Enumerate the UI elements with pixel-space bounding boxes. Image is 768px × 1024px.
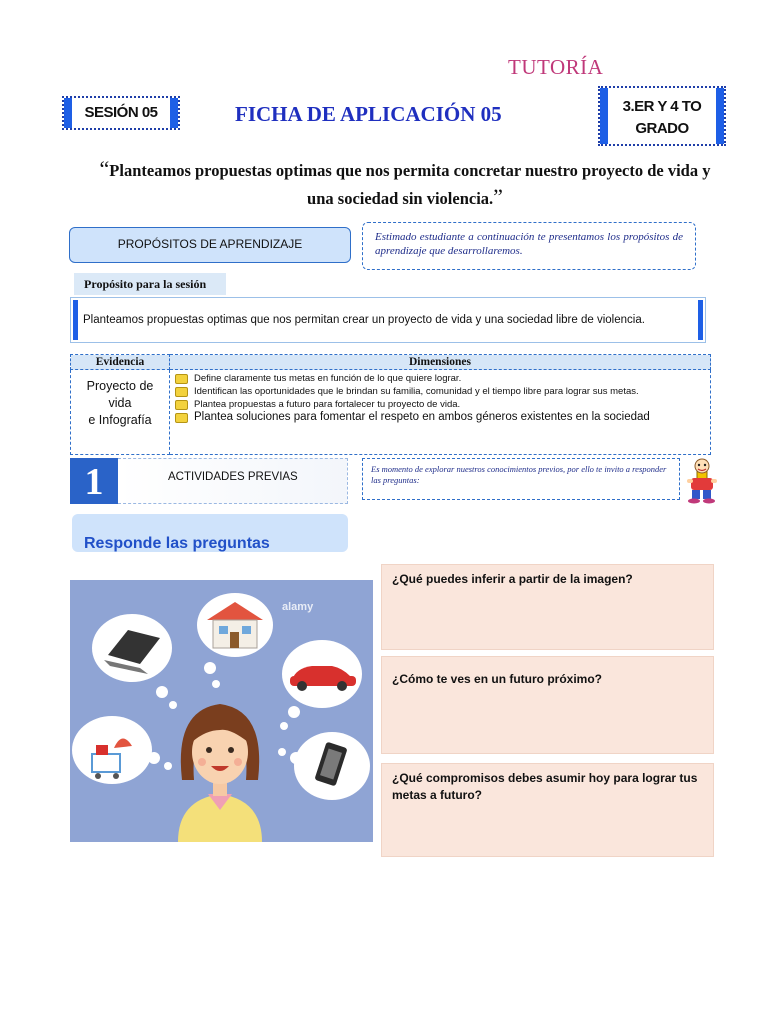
page-title: FICHA DE APLICACIÓN 05 [235, 102, 502, 126]
session-label: SESIÓN 05 [84, 104, 158, 121]
activity-title: ACTIVIDADES PREVIAS [168, 471, 298, 483]
dimensions-cell [170, 370, 711, 455]
folder-icon [175, 387, 188, 397]
evidence-cell [71, 370, 170, 455]
activity-note: Es momento de explorar nuestros conocimientos previos, por ello te invito a responder las preguntas: [362, 458, 680, 500]
purposes-box: PROPÓSITOS DE APRENDIZAJE [69, 227, 351, 263]
folder-icon [175, 413, 188, 423]
question-box-3[interactable] [381, 763, 714, 857]
quote-text: Planteamos propuestas optimas que nos permita concretar nuestro proyecto de vida y una sociedad sin violencia. [109, 161, 711, 208]
purposes-note: Estimado estudiante a continuación te presentamos los propósitos de aprendizaje que desarrollaremos. [362, 222, 696, 270]
dimensions-header: Dimensiones [170, 355, 711, 370]
session-purpose-text: Planteamos propuestas optimas que nos permitan crear un proyecto de vida y una sociedad libre de violencia. [83, 314, 645, 326]
question-text: ¿Qué compromisos debes asumir hoy para lograr tus metas a futuro? [392, 771, 698, 802]
question-box-2[interactable] [381, 656, 714, 754]
question-text: ¿Qué puedes inferir a partir de la imagen? [392, 572, 633, 586]
folder-icon [175, 400, 188, 410]
future-dreams-illustration [70, 580, 373, 842]
evidence-line: vida [108, 396, 132, 410]
dimension-item: Define claramente tus metas en función de lo que quiere lograr. [194, 372, 702, 385]
grade-line-1: 3.ER Y 4 TO [622, 98, 702, 115]
session-purpose-label: Propósito para la sesión [74, 273, 226, 295]
evidence-header: Evidencia [71, 355, 170, 370]
dimension-item: Plantea propuestas a futuro para fortalecer tu proyecto de vida. [194, 398, 702, 411]
question-box-1[interactable] [381, 564, 714, 650]
session-quote [95, 156, 715, 212]
session-badge [62, 96, 180, 130]
pencil-mascot-icon [682, 456, 720, 504]
activity-number: 1 [70, 458, 118, 504]
dimension-item: Identifican las oportunidades que le brindan su familia, comunidad y el tiempo libre para lograr sus metas. [194, 385, 702, 398]
evidence-table [70, 354, 711, 455]
session-purpose-box [70, 297, 706, 343]
evidence-line: e Infografía [88, 413, 152, 427]
grade-badge [598, 86, 726, 146]
dimension-item: Plantea soluciones para fomentar el respeto en ambos géneros existentes en la sociedad [194, 411, 702, 424]
respond-label: Responde las preguntas [84, 535, 270, 552]
grade-line-2: GRADO [635, 120, 689, 137]
question-text: ¿Cómo te ves en un futuro próximo? [392, 672, 603, 686]
folder-icon [175, 374, 188, 384]
watermark-text: alamy [282, 601, 314, 613]
evidence-line: Proyecto de [86, 379, 154, 393]
close-quote-mark: ” [493, 184, 503, 209]
open-quote-mark: “ [99, 156, 110, 181]
subject-label: TUTORÍA [508, 55, 604, 79]
respond-banner [72, 514, 348, 552]
